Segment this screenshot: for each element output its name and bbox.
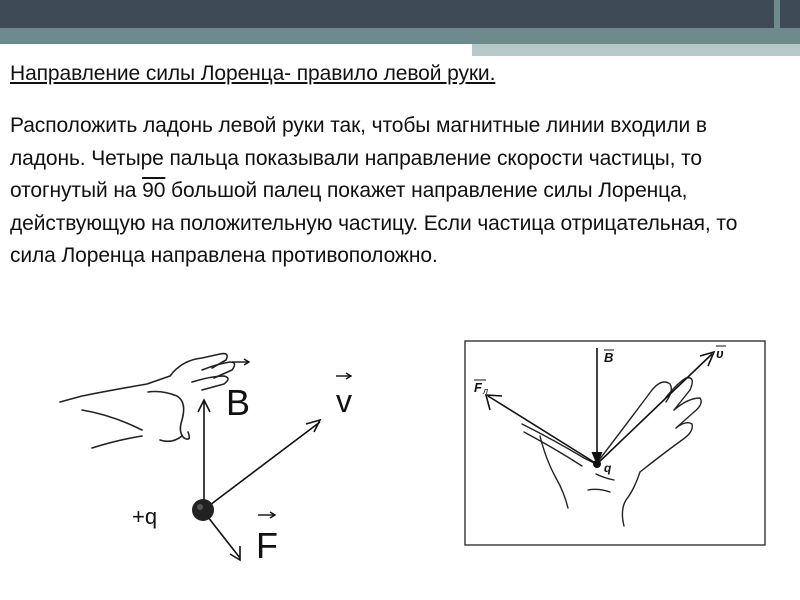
label-f: F [256,525,278,566]
left-hand-diagram [52,340,382,575]
hand-outline-wrist [92,436,142,448]
finger-3 [192,376,228,390]
slide-content [10,62,785,273]
hand-outline-top [60,376,170,402]
label-charge: +q [132,504,158,529]
palm-edge [160,436,182,441]
header-band-teal [0,28,800,44]
header-band-dark [0,0,800,28]
hand-outline-bottom [82,410,142,430]
body-text-part-1: Расположить ладонь левой руки так, чтобы магнитные линии входили в ладонь. Четыре пальца показывали направление скорости частицы, то отогнутый на [10,114,707,202]
label-b: B [226,382,251,423]
degree-value: 90 [142,179,166,202]
label-q: q [604,461,612,475]
label-v: υ [716,346,724,361]
label-f: F [474,380,482,395]
body-text-part-2: большой палец покажет направление силы Лоренца, действующую на положительную частицу. Если частица отрицательная, то сила Лоренца направлена противоположно. [10,179,738,267]
v-vector-line [210,422,320,505]
header-band-light [472,44,800,56]
thumb [148,392,189,440]
label-f-sub: л [483,386,489,396]
slide-title: Направление силы Лоренца- правило левой руки. [10,62,496,85]
label-v: v [336,383,352,419]
slide-body [10,110,785,273]
diagram-frame [465,341,765,545]
charge-particle [192,499,214,521]
charge-point [593,460,601,468]
label-b: B [604,350,614,365]
right-hand-diagram [464,340,766,546]
